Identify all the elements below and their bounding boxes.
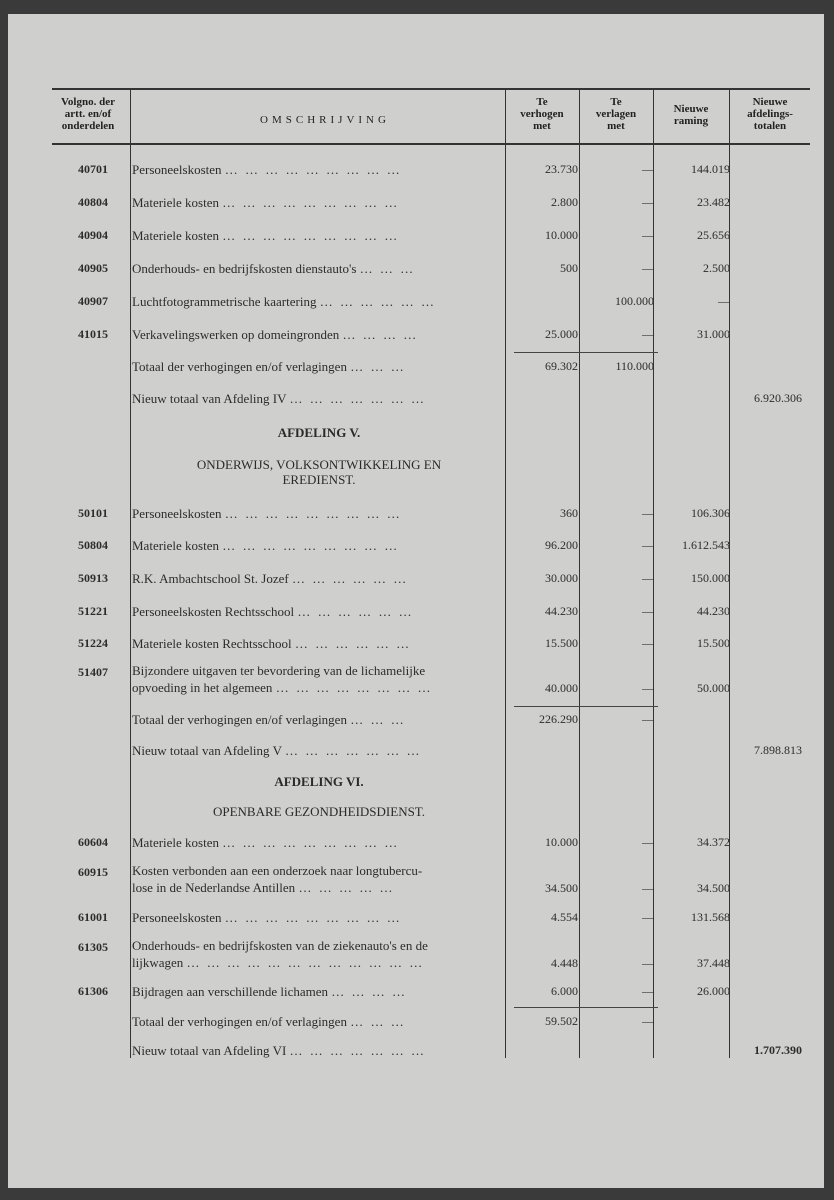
row-code: 40904 [78,228,108,242]
section-title: AFDELING VI. [274,774,364,789]
header-code [52,96,124,132]
row-description: Materiele kosten Rechtsschool … … … … … … [132,636,412,651]
row-description-text: Personeelskosten [132,162,222,177]
row-description: Nieuw totaal van Afdeling VI … … … … … … … [132,1043,427,1058]
header-bottom-rule [52,143,810,145]
column-rule [505,88,506,1058]
header-new-line: Nieuwe [673,103,709,115]
row-increase: 59.502 [545,1014,578,1028]
row-description: Personeelskosten … … … … … … … … … [132,162,402,177]
row-increase: 500 [560,261,578,275]
row-department-total: 1.707.390 [754,1043,802,1057]
document-page [8,14,824,1188]
header-new-estimate [654,103,728,127]
header-top-rule [52,88,810,90]
row-increase: 6.000 [551,984,578,998]
row-description: Nieuw totaal van Afdeling IV … … … … … … … [132,391,427,406]
row-increase: 34.500 [545,881,578,895]
row-description-text: Materiele kosten [132,835,219,850]
row-description: R.K. Ambachtschool St. Jozef … … … … … … [132,571,409,586]
row-increase: 4.554 [551,910,578,924]
row-description: Personeelskosten Rechtsschool … … … … … … [132,604,414,619]
row-description: Totaal der verhogingen en/of verlagingen … … … [132,712,406,727]
header-increase-line: Te [536,96,548,108]
row-description-text: Nieuw totaal van Afdeling IV [132,391,287,406]
row-description: Materiele kosten … … … … … … … … … [132,538,400,553]
row-decrease: — [642,636,654,650]
row-description: Totaal der verhogingen en/of verlagingen … … … [132,359,406,374]
row-description: Nieuw totaal van Afdeling V … … … … … … … [132,743,422,758]
row-new-estimate: 31.000 [697,327,730,341]
row-description-text: Personeelskosten Rechtsschool [132,604,295,619]
row-description-text: Onderhouds- en bedrijfskosten dienstauto's [132,261,357,276]
header-department-totals [730,96,810,132]
row-description-text: lijkwagen [132,955,184,970]
header-totals-line: Nieuwe [752,96,788,108]
row-description: Bijdragen aan verschillende lichamen … … … … [132,984,408,999]
row-code: 61305 [78,940,108,954]
row-description-text: Totaal der verhogingen en/of verlagingen [132,1014,347,1029]
section-subtitle: ONDERWIJS, VOLKSONTWIKKELING EN [196,457,442,472]
subtotal-rule [514,1007,658,1008]
row-new-estimate: 131.568 [691,910,730,924]
row-decrease: — [642,571,654,585]
row-increase: 25.000 [545,327,578,341]
row-decrease: — [642,984,654,998]
row-decrease: — [642,681,654,695]
row-description: Totaal der verhogingen en/of verlagingen … … … [132,1014,406,1029]
row-code: 61001 [78,910,108,924]
row-new-estimate: 37.448 [697,956,730,970]
header-totals-line: afdelings- [747,108,793,120]
row-increase: 69.302 [545,359,578,373]
row-description-text: Materiele kosten [132,228,219,243]
column-rule [130,88,131,1058]
row-description-line: Kosten verbonden aan een onderzoek naar longtubercu- [132,863,423,878]
row-decrease: — [642,327,654,341]
row-description-text: lose in de Nederlandse Antillen [132,880,296,895]
header-decrease-line: Te [610,96,622,108]
row-new-estimate: 2.500 [703,261,730,275]
row-code: 60604 [78,835,108,849]
row-new-estimate: 25.656 [697,228,730,242]
row-decrease: — [642,604,654,618]
row-increase: 96.200 [545,538,578,552]
row-description-text: Verkavelingswerken op domeingronden [132,327,340,342]
row-code: 60915 [78,865,108,879]
row-description: Materiele kosten … … … … … … … … … [132,835,400,850]
row-new-estimate: 15.500 [697,636,730,650]
row-increase: 360 [560,506,578,520]
header-totals-line: totalen [753,120,787,132]
row-description-text: Totaal der verhogingen en/of verlagingen [132,712,347,727]
row-description-text: Materiele kosten Rechtsschool [132,636,292,651]
row-description-text: R.K. Ambachtschool St. Jozef [132,571,289,586]
row-increase: 23.730 [545,162,578,176]
row-new-estimate: 144.019 [691,162,730,176]
row-increase: 10.000 [545,835,578,849]
row-decrease: — [642,956,654,970]
subtotal-rule [514,706,658,707]
row-decrease: — [642,195,654,209]
row-decrease: 110.000 [615,359,654,373]
row-description-text: Luchtfotogrammetrische kaartering [132,294,317,309]
row-code: 50804 [78,538,108,552]
row-code: 40804 [78,195,108,209]
row-description-text: Personeelskosten [132,910,222,925]
row-code: 41015 [78,327,108,341]
row-code: 40907 [78,294,108,308]
row-increase: 44.230 [545,604,578,618]
column-rule [579,88,580,1058]
row-description: Materiele kosten … … … … … … … … … [132,228,400,243]
row-new-estimate: 106.306 [691,506,730,520]
row-description: Onderhouds- en bedrijfskosten dienstauto's … … … [132,261,416,276]
row-description: Verkavelingswerken op domeingronden … … … … [132,327,419,342]
header-increase-line: verhogen [520,108,564,120]
row-description-text: Nieuw totaal van Afdeling V [132,743,282,758]
row-department-total: 6.920.306 [754,391,802,405]
row-new-estimate: 150.000 [691,571,730,585]
row-new-estimate: 26.000 [697,984,730,998]
row-decrease: — [642,910,654,924]
row-description: lijkwagen … … … … … … … … … … … … [132,955,425,970]
header-new-line: raming [673,115,709,127]
row-description-line: Bijzondere uitgaven ter bevordering van de lichamelijke [132,663,426,678]
row-description-text: Bijdragen aan verschillende lichamen [132,984,329,999]
row-decrease: — [642,712,654,726]
row-decrease: — [642,506,654,520]
row-code: 40905 [78,261,108,275]
row-increase: 226.290 [539,712,578,726]
row-description-text: opvoeding in het algemeen [132,680,273,695]
row-code: 50913 [78,571,108,585]
section-title: AFDELING V. [277,425,361,440]
row-code: 40701 [78,162,108,176]
row-new-estimate: 34.372 [697,835,730,849]
row-description-text: Nieuw totaal van Afdeling VI [132,1043,287,1058]
row-description: lose in de Nederlandse Antillen … … … … … [132,880,395,895]
row-description-text: Personeelskosten [132,506,222,521]
header-decrease-line: verlagen [595,108,637,120]
row-department-total: 7.898.813 [754,743,802,757]
row-new-estimate: 1.612.543 [682,538,730,552]
row-description-line: Onderhouds- en bedrijfskosten van de ziekenauto's en de [132,938,428,953]
row-increase: 2.800 [551,195,578,209]
row-description: Materiele kosten … … … … … … … … … [132,195,400,210]
row-code: 51224 [78,636,108,650]
row-description-text: Materiele kosten [132,195,219,210]
header-decrease-line: met [607,120,625,132]
row-increase: 30.000 [545,571,578,585]
row-new-estimate: 34.500 [697,881,730,895]
row-code: 50101 [78,506,108,520]
row-new-estimate: 44.230 [697,604,730,618]
row-decrease: — [642,835,654,849]
row-decrease: — [642,1014,654,1028]
row-decrease: — [642,261,654,275]
header-increase-line: met [533,120,551,132]
section-subtitle: OPENBARE GEZONDHEIDSDIENST. [212,804,426,819]
row-description-text: Totaal der verhogingen en/of verlagingen [132,359,347,374]
row-code: 61306 [78,984,108,998]
row-increase: 4.448 [551,956,578,970]
row-new-estimate: 50.000 [697,681,730,695]
row-code: 51407 [78,665,108,679]
row-new-estimate: 23.482 [697,195,730,209]
subtotal-rule [514,352,658,353]
row-new-estimate: — [718,294,730,308]
header-description: OMSCHRIJVING [260,114,390,126]
row-decrease: — [642,162,654,176]
row-description: Personeelskosten … … … … … … … … … [132,506,402,521]
header-code-line: onderdelen [61,120,115,132]
row-decrease: 100.000 [615,294,654,308]
row-increase: 15.500 [545,636,578,650]
row-increase: 40.000 [545,681,578,695]
header-decrease [580,96,652,132]
row-description-text: Materiele kosten [132,538,219,553]
row-decrease: — [642,881,654,895]
row-description: opvoeding in het algemeen … … … … … … … … [132,680,433,695]
row-increase: 10.000 [545,228,578,242]
row-description: Personeelskosten … … … … … … … … … [132,910,402,925]
section-subtitle: EREDIENST. [282,472,356,487]
row-description: Luchtfotogrammetrische kaartering … … … … … … [132,294,436,309]
row-decrease: — [642,228,654,242]
header-code-line: Volgno. der [61,96,115,108]
row-code: 51221 [78,604,108,618]
header-code-line: artt. en/of [64,108,112,120]
row-decrease: — [642,538,654,552]
header-increase [506,96,578,132]
